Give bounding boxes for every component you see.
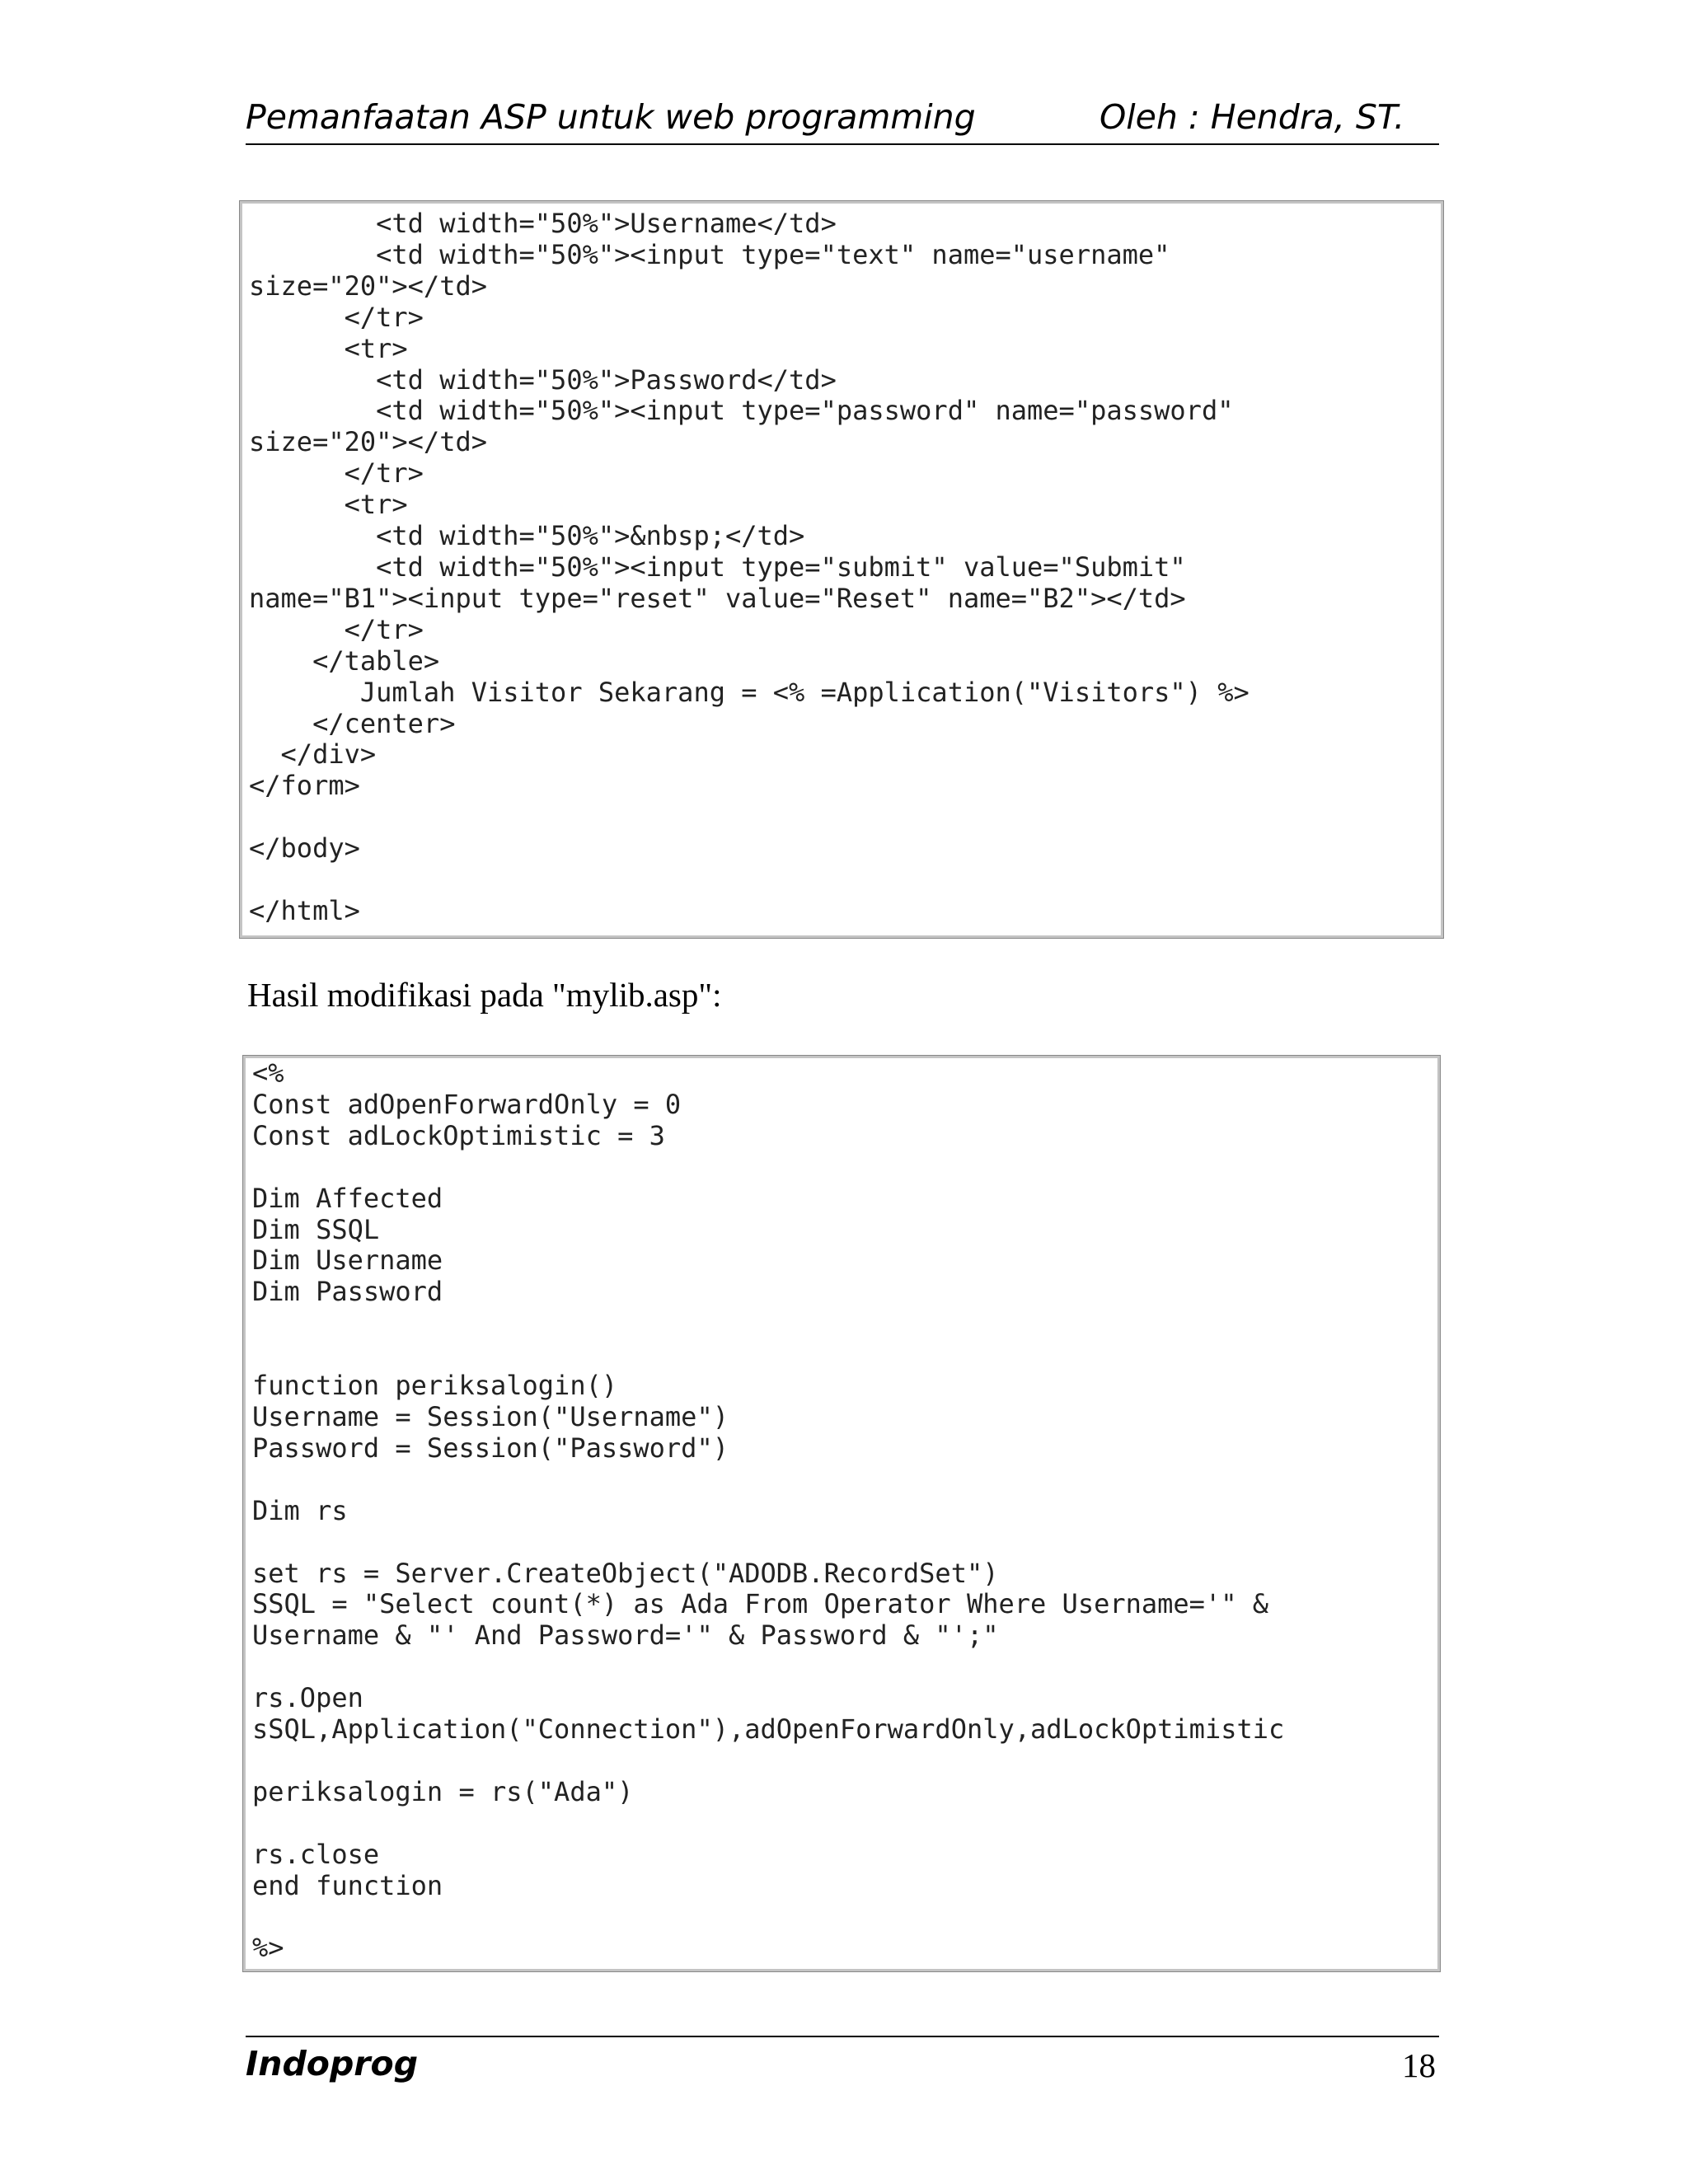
code-line: SSQL = "Select count(*) as Ada From Operator Where Username='" & <box>252 1588 1268 1620</box>
code-line: <td width="50%"><input type="submit" value="Submit" <box>249 551 1186 583</box>
code-line: Jumlah Visitor Sekarang = <% =Application("Visitors") %> <box>249 676 1250 708</box>
code-line: <tr> <box>249 489 408 521</box>
code-listing-html <box>249 209 1250 927</box>
code-line: function periksalogin() <box>252 1370 618 1402</box>
code-line: </tr> <box>249 457 424 490</box>
page-number: 18 <box>1402 2046 1436 2084</box>
code-line: Dim rs <box>252 1494 348 1526</box>
code-line: </form> <box>249 770 360 802</box>
code-line: end function <box>252 1869 443 1901</box>
code-line: Const adOpenForwardOnly = 0 <box>252 1088 682 1120</box>
code-line: <td width="50%">&nbsp;</td> <box>249 520 805 552</box>
code-line: Dim Affected <box>252 1182 443 1214</box>
code-line: sSQL,Application("Connection"),adOpenForwardOnly,adLockOptimistic <box>252 1713 1285 1746</box>
code-line: rs.Open <box>252 1682 363 1714</box>
code-line: set rs = Server.CreateObject("ADODB.RecordSet") <box>252 1557 999 1589</box>
code-line: Username & "' And Password='" & Password & "';" <box>252 1619 999 1652</box>
code-block-html <box>240 201 1443 938</box>
code-listing-mylib <box>252 1058 1284 1964</box>
code-line: </tr> <box>249 301 424 333</box>
code-line: <% <box>252 1057 284 1089</box>
code-line: <td width="50%">Username</td> <box>249 208 837 239</box>
code-line: </html> <box>249 894 360 926</box>
code-line: <tr> <box>249 332 408 364</box>
code-line: rs.close <box>252 1838 380 1870</box>
code-line: </table> <box>249 644 440 677</box>
code-line: <td width="50%">Password</td> <box>249 363 837 396</box>
code-line: </body> <box>249 832 360 865</box>
code-line: <td width="50%"><input type="text" name="username" <box>249 238 1170 270</box>
section-caption: Hasil modifikasi pada "mylib.asp": <box>247 976 722 1014</box>
code-line: </div> <box>249 738 377 771</box>
footer-brand: Indoprog <box>246 2044 419 2083</box>
code-block-mylib <box>243 1056 1440 1971</box>
page-header <box>246 97 1439 145</box>
code-line: size="20"></td> <box>249 269 487 302</box>
code-line: periksalogin = rs("Ada") <box>252 1775 634 1807</box>
code-line: Password = Session("Password") <box>252 1432 729 1464</box>
code-line: name="B1"><input type="reset" value="Reset" name="B2"></td> <box>249 582 1186 614</box>
document-title: Pemanfaatan ASP untuk web programming <box>246 97 976 137</box>
code-line: <td width="50%"><input type="password" name="password" <box>249 395 1234 427</box>
page-footer <box>246 2036 1439 2095</box>
code-line: Username = Session("Username") <box>252 1400 729 1432</box>
code-line: </tr> <box>249 613 424 645</box>
code-line: Dim Username <box>252 1244 443 1277</box>
code-line: size="20"></td> <box>249 426 487 458</box>
code-line: %> <box>252 1932 284 1964</box>
code-line: Const adLockOptimistic = 3 <box>252 1119 665 1151</box>
code-line: Dim Password <box>252 1276 443 1308</box>
document-author: Oleh : Hendra, ST. <box>1100 97 1405 137</box>
code-line: </center> <box>249 707 456 739</box>
code-line: Dim SSQL <box>252 1213 380 1245</box>
